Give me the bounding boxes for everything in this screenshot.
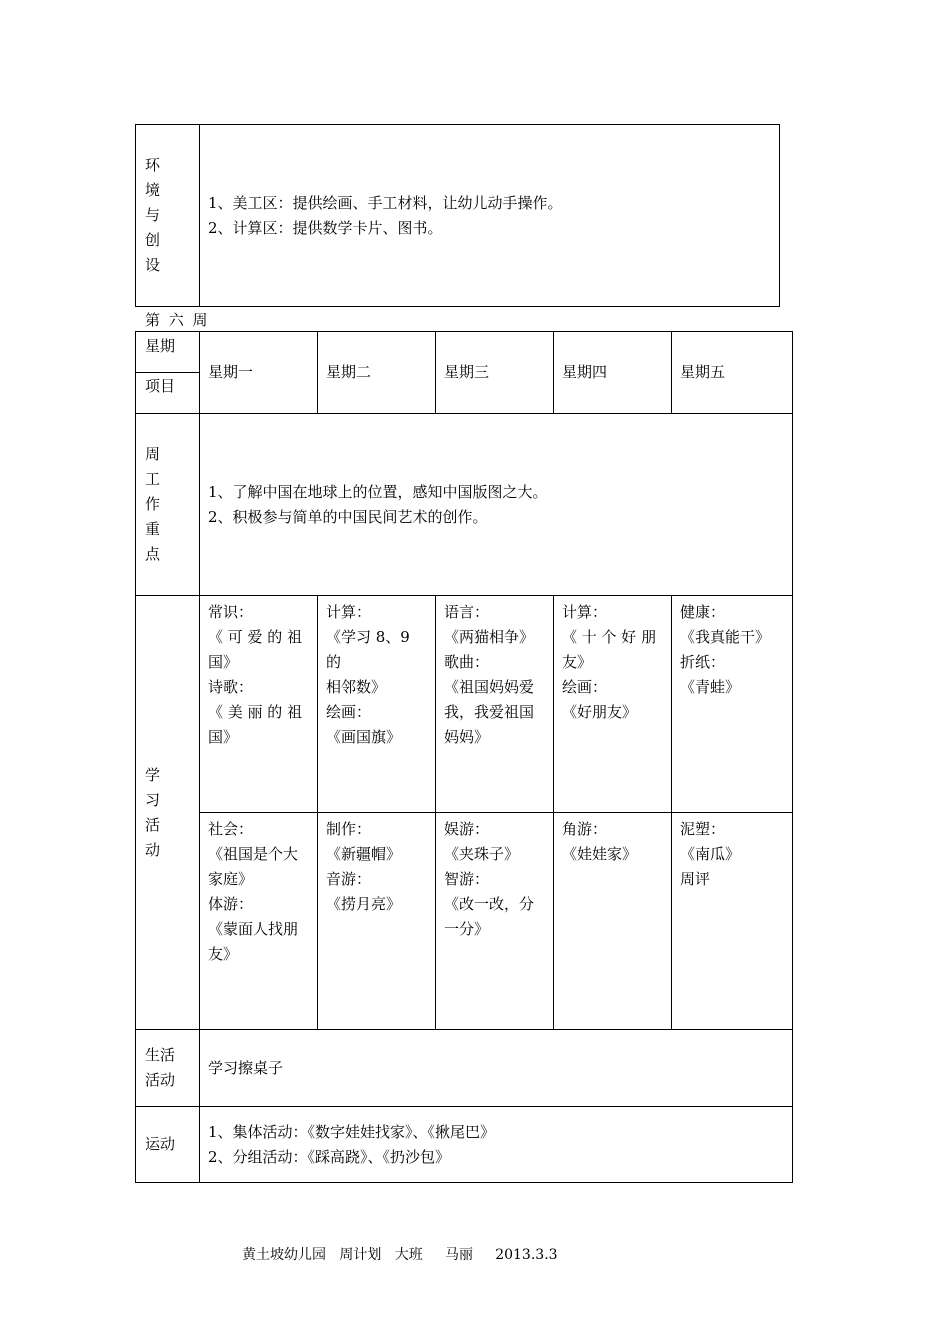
learning-text: 计算： 《学习 8、9 的 相邻数》 绘画： 《画国旗》 [326,603,410,746]
sports-row [136,1107,793,1183]
sports-content-cell [200,1107,793,1183]
learning-row-2 [136,813,793,1030]
day-header-friday: 星期五 [672,332,793,414]
learning-cell [436,596,554,813]
day-header-tuesday: 星期二 [318,332,436,414]
sports-lines: 1、集体活动：《数字娃娃找家》、《揪尾巴》 2、分组活动：《踩高跷》、《扔沙包》 [208,1122,496,1166]
learning-cell [672,596,793,813]
learning-cell [200,596,318,813]
sports-label: 运动 [145,1135,176,1153]
learning-label-cell [136,596,200,1030]
learning-text: 泥塑： 《南瓜》 周评 [680,820,741,888]
focus-content-cell [200,414,793,596]
environment-lines: 1、美工区：提供绘画、手工材料，让幼儿动手操作。 2、计算区：提供数学卡片、图书。 [208,193,563,237]
day-header-thursday: 星期四 [554,332,672,414]
learning-text: 健康： 《我真能干》 折纸： 《青蛙》 [680,603,771,696]
focus-row [136,414,793,596]
learning-text: 语言： 《两猫相争》 歌曲： 《祖国妈妈爱 我，我爱祖国 妈妈》 [444,603,535,746]
life-content-cell [200,1030,793,1107]
learning-row-1 [136,596,793,813]
week-title: 第 六 周 [145,311,210,329]
learning-cell [318,813,436,1030]
focus-label-cell [136,414,200,596]
corner-cell [136,332,200,414]
corner-bottom-label: 项目 [145,377,176,395]
learning-label: 学 习 活 动 [145,765,161,859]
focus-lines: 1、了解中国在地球上的位置，感知中国版图之大。 2、积极参与简单的中国民间艺术的创作。 [208,482,548,526]
environment-label-cell [136,125,200,307]
learning-cell [554,813,672,1030]
life-row [136,1030,793,1107]
day-header-wednesday: 星期三 [436,332,554,414]
learning-cell [200,813,318,1030]
learning-text: 角游： 《娃娃家》 [562,820,638,863]
learning-cell [436,813,554,1030]
learning-cell [318,596,436,813]
learning-text: 常识： 《 可 爱 的 祖 国》 诗歌： 《 美 丽 的 祖 国》 [208,603,303,746]
header-row [136,332,793,414]
environment-label: 环 境 与 创 设 [145,156,161,274]
learning-text: 计算： 《 十 个 好 朋 友》 绘画： 《好朋友》 [562,603,657,721]
life-label-cell [136,1030,200,1107]
focus-label: 周 工 作 重 点 [145,445,161,563]
sports-label-cell [136,1107,200,1183]
corner-divider [136,372,199,373]
weekly-plan-table [135,331,793,1183]
learning-text: 娱游： 《夹珠子》 智游： 《改一改，分 一分》 [444,820,535,938]
life-text: 学习擦桌子 [208,1058,284,1077]
learning-cell [672,813,793,1030]
learning-text: 制作： 《新疆帽》 音游： 《捞月亮》 [326,820,402,913]
corner-top-label: 星期 [145,337,176,355]
environment-table [135,124,780,307]
life-label: 生活 活动 [145,1046,176,1089]
environment-content-cell [200,125,780,307]
learning-text: 社会： 《祖国是个大 家庭》 体游： 《蒙面人找朋 友》 [208,820,299,963]
page-footer: 黄土坡幼儿园 周计划 大班 马丽 2013.3.3 [242,1247,558,1263]
day-header-monday: 星期一 [200,332,318,414]
learning-cell [554,596,672,813]
